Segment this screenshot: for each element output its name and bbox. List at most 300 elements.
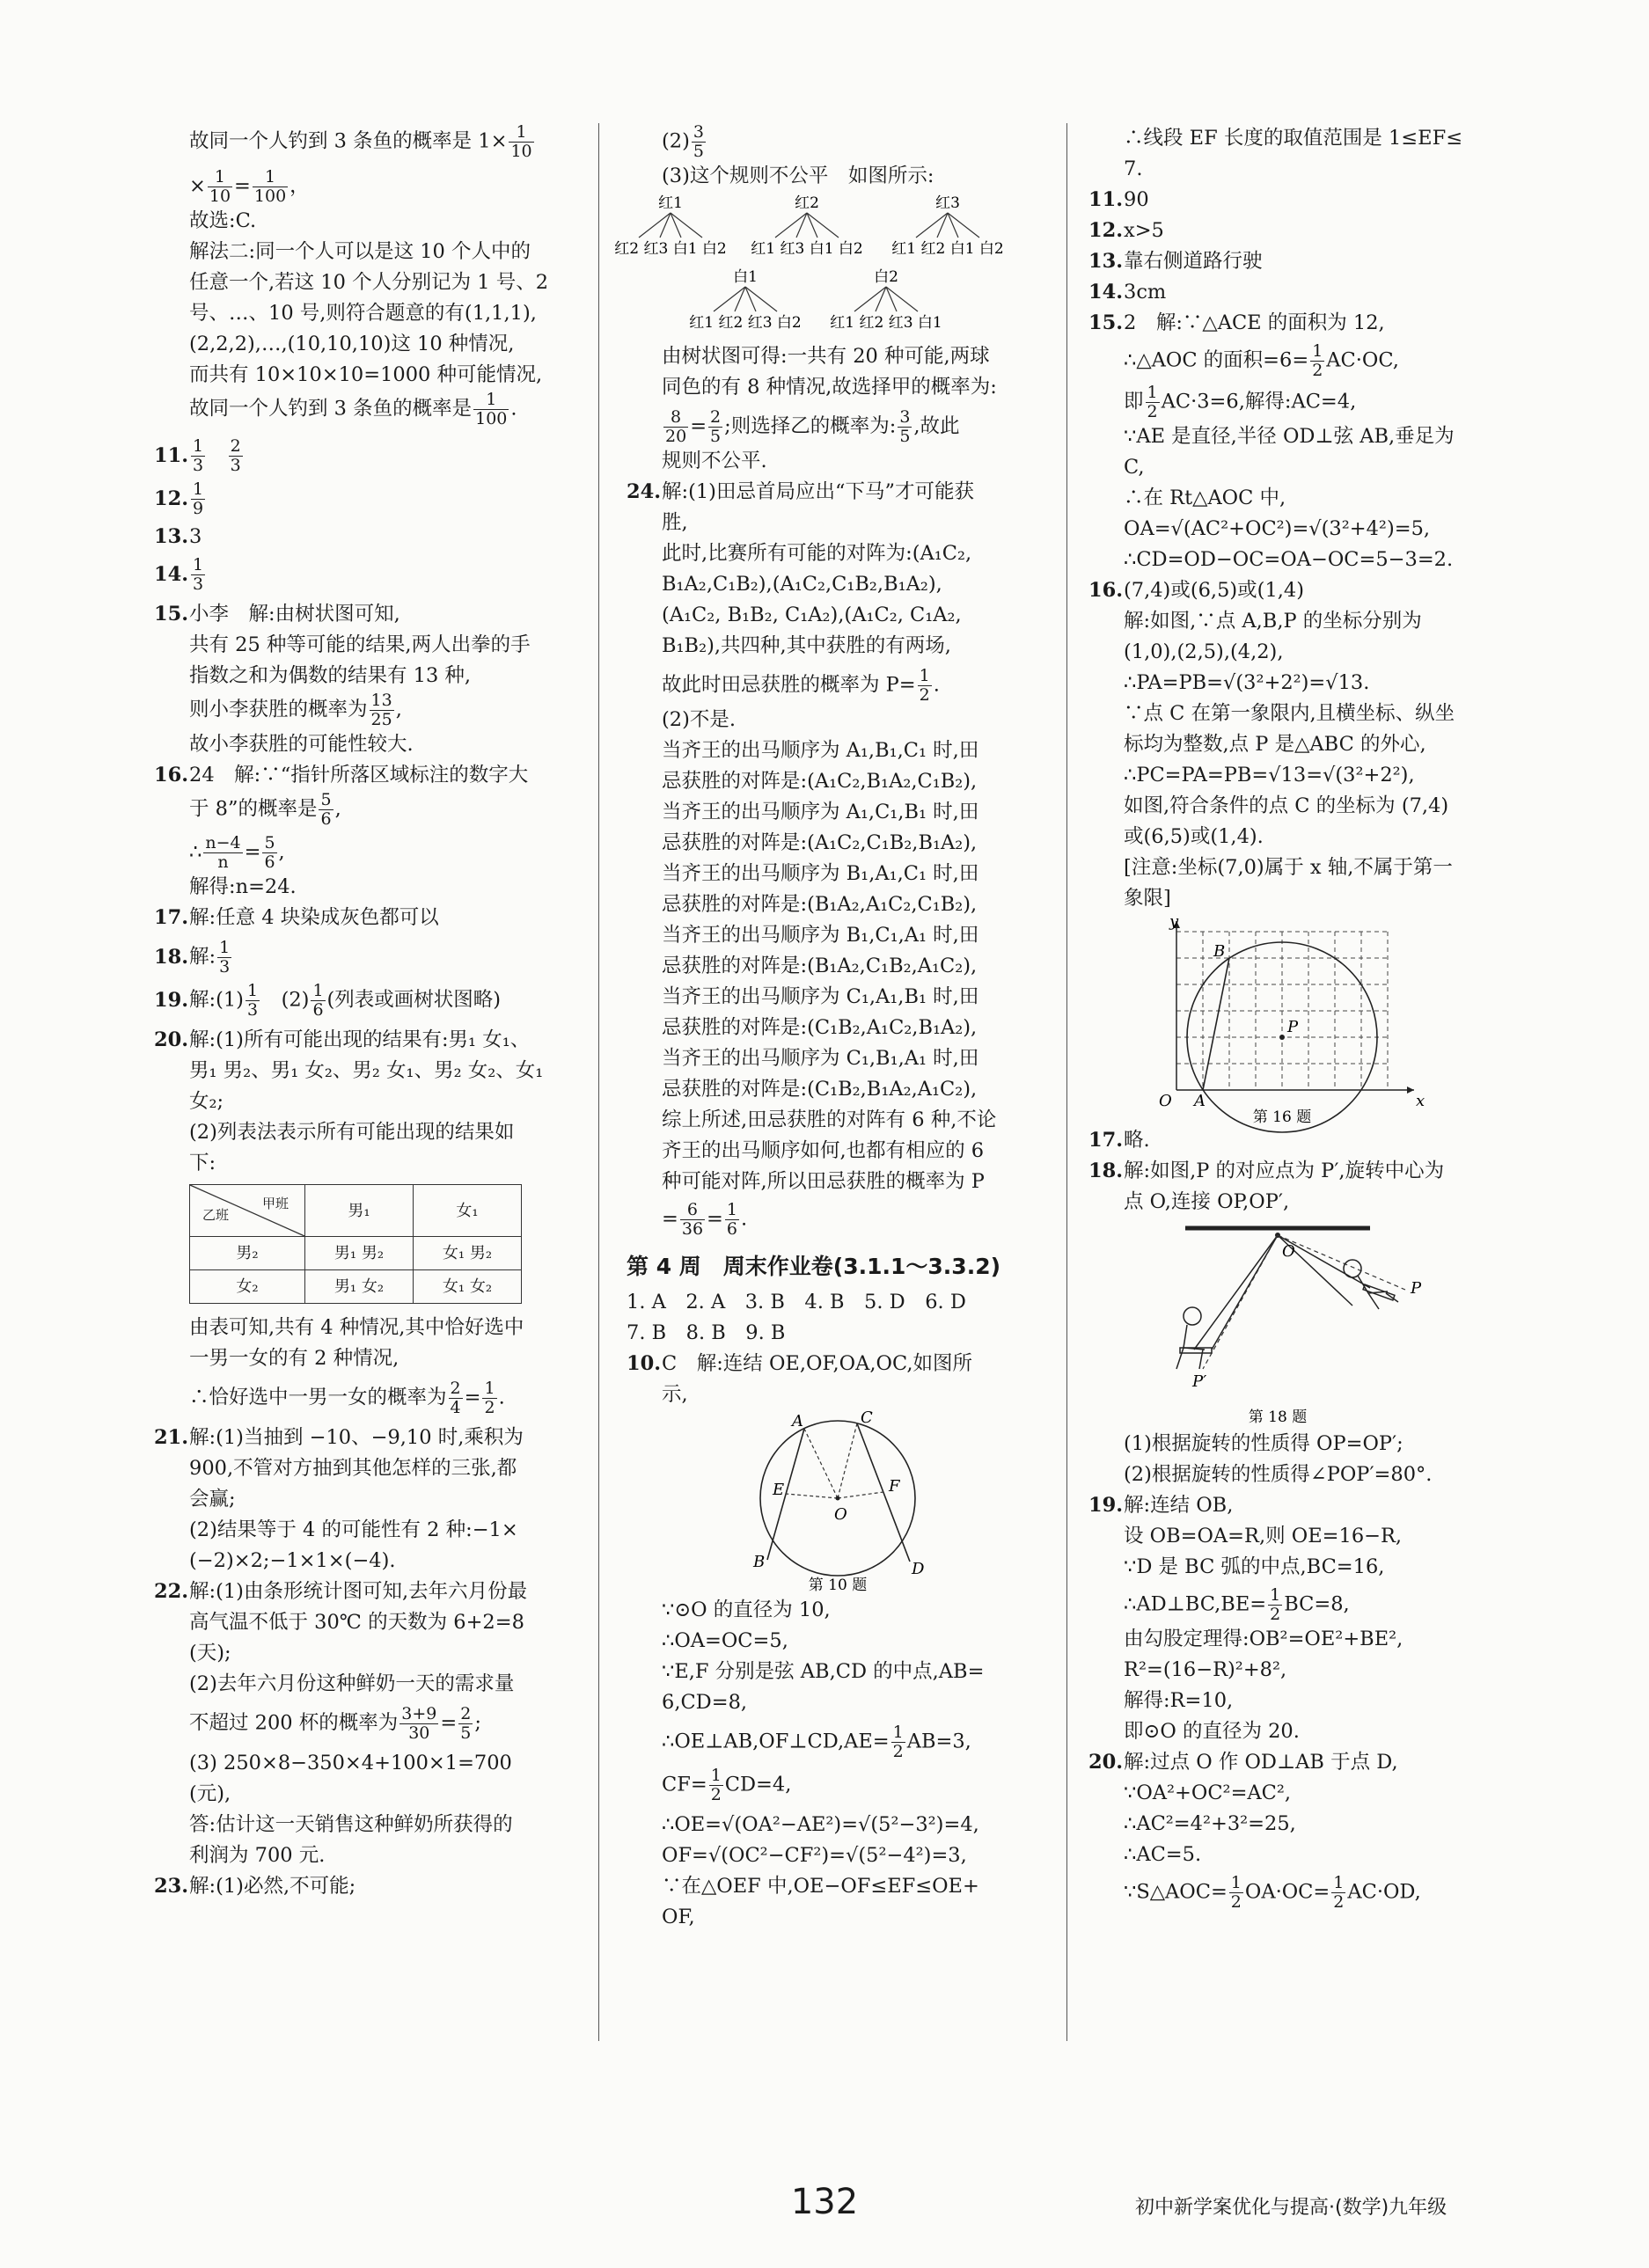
answer-11 — [154, 437, 585, 475]
table-cell: 男₁ 男₂ — [305, 1237, 414, 1270]
text: ∵S△AOC= — [1124, 1880, 1228, 1904]
denominator: 30 — [408, 1723, 430, 1743]
question-number: 22. — [154, 1580, 189, 1603]
figure-18 — [1088, 1218, 1502, 1429]
text: = — [662, 1207, 678, 1231]
fraction — [1268, 1586, 1282, 1624]
text-line — [1088, 1874, 1502, 1912]
table-cell: 女₂ — [190, 1270, 305, 1304]
denominator: 2 — [1147, 402, 1158, 421]
text-line: 故选:C. — [189, 209, 257, 232]
choice-answers: 7. B 8. B 9. B — [627, 1321, 786, 1344]
numerator: 1 — [473, 391, 509, 410]
rope-left-2 — [1194, 1235, 1278, 1350]
numerator: 1 — [1270, 1585, 1281, 1605]
numerator: 1 — [726, 1200, 737, 1219]
denominator: 100 — [475, 409, 508, 428]
denominator: 3 — [193, 574, 204, 594]
axis-label-x: x — [1416, 1092, 1425, 1110]
denominator: 25 — [370, 710, 392, 729]
text-line: 7. — [1124, 157, 1143, 180]
text-line: ∴线段 EF 长度的取值范围是 1≤EF≤ — [1124, 127, 1463, 150]
answer-23 — [154, 1871, 585, 1902]
denominator: 4 — [450, 1398, 461, 1417]
question-number: 10. — [627, 1352, 662, 1375]
text-line — [154, 168, 585, 206]
segment-oe — [786, 1494, 838, 1498]
text-line: 故小李获胜的可能性较大. — [189, 733, 414, 756]
text: 故同一个人钓到 3 条鱼的概率是 1× — [189, 129, 508, 153]
text-line: (A₁C₂, B₁B₂, C₁A₂),(A₁C₂, C₁A₂, — [662, 604, 962, 626]
text: ;则选择乙的概率为: — [724, 414, 897, 438]
denominator: 10 — [510, 142, 532, 161]
text: 即 — [1124, 390, 1144, 413]
section-title: 第 4 周 周末作业卷(3.1.1～3.3.2) — [627, 1254, 1001, 1279]
tree-leaves: 红1 红2 红3 白1 — [830, 314, 942, 332]
denominator: n — [217, 852, 229, 872]
text-line: 当齐王的出马顺序为 A₁,C₁,B₁ 时,田 — [662, 801, 979, 823]
fraction — [891, 1723, 905, 1761]
label-p: P — [1287, 1018, 1299, 1036]
text: 解:任意 4 块染成灰色都可以 — [189, 906, 439, 929]
label-o: O — [834, 1505, 847, 1524]
numerator: n−4 — [205, 833, 241, 852]
fraction — [898, 408, 912, 446]
text: = — [234, 174, 251, 198]
numerator: 3 — [693, 122, 704, 142]
text-line: ∵E,F 分别是弦 AB,CD 的中点,AB= — [662, 1660, 985, 1683]
question-number: 19. — [154, 988, 189, 1012]
denominator: 6 — [726, 1219, 737, 1239]
numerator: 1 — [208, 168, 232, 187]
numerator: 1 — [1230, 1873, 1242, 1892]
fraction — [473, 391, 509, 428]
table-cell: 女₁ 女₂ — [414, 1270, 522, 1304]
answer-16 — [154, 760, 585, 791]
question-number: 15. — [154, 603, 189, 626]
answer-18 — [154, 939, 585, 977]
numerator: 2 — [710, 407, 722, 427]
child-head — [1184, 1307, 1201, 1325]
text: 小李 解:由树状图可知, — [189, 603, 400, 626]
text-line — [1088, 384, 1502, 421]
figure-16 — [1088, 914, 1502, 1125]
segment-op — [1278, 1235, 1405, 1290]
text-line: (2)结果等于 4 的可能性有 2 种:−1× — [189, 1518, 518, 1541]
answer-12 — [1088, 216, 1502, 246]
text-line: ∵点 C 在第一象限内,且横坐标、纵坐 — [1124, 702, 1455, 725]
text: 3cm — [1124, 281, 1167, 304]
text: 解:连结 OB, — [1124, 1494, 1234, 1517]
fraction — [208, 168, 232, 206]
text-line: ∵AE 是直径,半径 OD⊥弦 AB,垂足为 — [1124, 425, 1455, 448]
text-line: 由树状图可得:一共有 20 种可能,两球 — [662, 345, 990, 368]
segment-oa — [804, 1429, 838, 1498]
denominator: 20 — [665, 427, 687, 446]
fraction — [663, 408, 688, 446]
question-number: 12. — [1088, 219, 1124, 242]
tree-node: 白1 — [733, 268, 758, 286]
numerator: 3+9 — [401, 1704, 437, 1723]
fraction — [1331, 1874, 1345, 1912]
text-line: 号、…、10 号,则符合题意的有(1,1,1), — [189, 302, 537, 325]
numerator: 5 — [320, 790, 332, 809]
fraction — [370, 691, 394, 729]
text: 解: — [189, 945, 216, 969]
tree-node: 红1 — [658, 194, 683, 212]
text-line: 即⊙O 的直径为 20. — [1124, 1720, 1300, 1743]
denominator: 5 — [899, 427, 911, 446]
answer-24 — [627, 477, 1056, 508]
label-e: E — [773, 1481, 785, 1499]
tree-node: 白2 — [874, 268, 898, 286]
text: (列表或画树状图略) — [326, 988, 502, 1012]
denominator: 2 — [1230, 1892, 1242, 1912]
question-number: 17. — [1088, 1129, 1124, 1152]
text: 解:如图,P 的对应点为 P′,旋转中心为 — [1124, 1160, 1445, 1182]
text: 于 8”的概率是 — [189, 797, 318, 821]
denominator: 36 — [681, 1219, 704, 1239]
fraction — [708, 408, 722, 446]
text-line: ∵⊙O 的直径为 10, — [662, 1599, 831, 1621]
text-line: ∴在 Rt△AOC 中, — [1124, 487, 1286, 509]
text: 解:(1)田忌首局应出“下马”才可能获 — [662, 480, 974, 503]
child-body — [1176, 1325, 1205, 1369]
question-number: 16. — [1088, 579, 1124, 602]
text-line: 标均为整数,点 P 是△ABC 的外心, — [1124, 733, 1426, 756]
label-b: B — [753, 1553, 766, 1571]
denominator: 6 — [312, 1000, 324, 1020]
text: 解:(1)必然,不可能; — [189, 1875, 356, 1898]
tree-leaves: 红1 红3 白1 白2 — [751, 240, 863, 258]
question-number: 18. — [1088, 1160, 1124, 1182]
text: AC·3=6,解得:AC=4, — [1161, 390, 1357, 413]
text-line: 忌获胜的对阵是:(B₁A₂,C₁B₂,A₁C₂), — [662, 955, 978, 977]
text: 解:(1)所有可能出现的结果有:男₁ 女₁、 — [189, 1028, 531, 1051]
text: . — [510, 397, 517, 421]
question-number: 23. — [154, 1875, 189, 1898]
numerator: 2 — [230, 436, 241, 456]
fraction — [449, 1379, 463, 1417]
fraction — [399, 1705, 438, 1743]
denominator: 2 — [892, 1742, 904, 1761]
tree-branches — [639, 213, 979, 311]
answer-17 — [1088, 1125, 1502, 1156]
text-line: 忌获胜的对阵是:(A₁C₂,B₁A₂,C₁B₂), — [662, 770, 978, 793]
answer-12 — [154, 480, 585, 518]
label-o: O — [1282, 1242, 1295, 1261]
text-line: 当齐王的出马顺序为 A₁,B₁,C₁ 时,田 — [662, 739, 979, 762]
numerator: 1 — [219, 938, 231, 957]
text-line: 下: — [189, 1152, 216, 1174]
numerator: 2 — [450, 1379, 461, 1398]
text-line — [154, 123, 585, 161]
text-line: ∵D 是 BC 弧的中点,BC=16, — [1124, 1555, 1385, 1578]
column-divider — [598, 123, 599, 2041]
text-line: 男₁ 男₂、男₁ 女₂、男₂ 女₁、男₂ 女₂、女₁ — [189, 1059, 544, 1082]
text-line: (1)根据旋转的性质得 OP=OP′; — [1124, 1432, 1403, 1455]
text-line: (2,2,2),…,(10,10,10)这 10 种情况, — [189, 333, 515, 355]
text: 2 解:∵△ACE 的面积为 12, — [1124, 311, 1385, 334]
tree-node: 红3 — [935, 194, 960, 212]
text-line: 高气温不低于 30℃ 的天数为 6+2=8 — [189, 1611, 524, 1634]
tree-diagram — [614, 192, 1056, 341]
fraction — [319, 791, 333, 829]
text: ， — [289, 174, 310, 198]
text: BC=8, — [1284, 1592, 1350, 1616]
text-line: ∴ $\frac{n-4}{n}$ = $\frac{5}{6}$ , — [189, 833, 285, 872]
fraction — [509, 123, 533, 161]
text: ∴△AOC 的面积=6= — [1124, 348, 1309, 372]
denominator: 5 — [710, 427, 722, 446]
text-line: 一男一女的有 2 种情况, — [189, 1347, 399, 1370]
text: AB=3, — [906, 1730, 971, 1753]
text-line: 如图,符合条件的点 C 的坐标为 (7,4) — [1124, 794, 1449, 817]
text-line: ∵在△OEF 中,OE−OF≤EF≤OE+ — [662, 1875, 979, 1898]
text: 3 — [189, 525, 202, 548]
table-cell: 女₁ 男₂ — [414, 1237, 522, 1270]
book-title: 初中新学案优化与提高·(数学)九年级 — [1135, 2197, 1447, 2219]
denominator: 2 — [1270, 1605, 1281, 1624]
text-line: ∴PC=PA=PB=√13=√(3²+2²), — [1124, 764, 1415, 786]
table-cell: 男₂ — [190, 1237, 305, 1270]
fraction — [725, 1201, 739, 1239]
text: (7,4)或(6,5)或(1,4) — [1124, 579, 1305, 602]
tree-node: 红2 — [795, 194, 819, 212]
text-line: 则小李获胜的概率为 $\frac{13}{25}$ , — [189, 691, 402, 729]
text: 则小李获胜的概率为 — [189, 698, 368, 721]
text-line: 解得:n=24. — [189, 875, 297, 898]
numerator: 6 — [680, 1201, 705, 1220]
fraction — [203, 834, 242, 872]
text-line: B₁B₂),共四种,其中获胜的有两场, — [662, 634, 951, 657]
text: ∴ — [189, 840, 202, 864]
fraction — [191, 437, 205, 475]
fraction — [1229, 1874, 1243, 1912]
text-line — [627, 1723, 1056, 1761]
center-point — [836, 1496, 840, 1501]
answer-13 — [1088, 246, 1502, 277]
text: 解:(1) — [189, 988, 244, 1012]
text: 90 — [1124, 188, 1149, 211]
text-line: 女₂; — [189, 1090, 224, 1113]
segment-of — [838, 1492, 883, 1498]
answer-11 — [1088, 185, 1502, 216]
numerator: 1 — [193, 479, 204, 499]
denominator: 100 — [253, 187, 287, 206]
answer-22 — [154, 1577, 585, 1607]
header-bottom: 乙班 — [202, 1207, 230, 1223]
question-number: 16. — [154, 764, 189, 786]
text-line: 由勾股定理得:OB²=OE²+BE², — [1124, 1628, 1403, 1650]
fraction — [262, 834, 276, 872]
question-number: 12. — [154, 487, 189, 510]
fraction — [692, 123, 706, 161]
text-line: B₁A₂,C₁B₂),(A₁C₂,C₁B₂,B₁A₂), — [662, 573, 942, 596]
numerator: 1 — [484, 1379, 495, 1398]
text-line: (2)根据旋转的性质得∠POP′=80°. — [1124, 1463, 1433, 1486]
text: 故同一个人钓到 3 条鱼的概率是 — [189, 397, 473, 421]
text-line: 6,CD=8, — [662, 1691, 748, 1714]
fraction — [246, 982, 260, 1020]
numerator: 3 — [899, 407, 911, 427]
answer-20 — [154, 1025, 585, 1056]
child-body — [1358, 1276, 1398, 1309]
numerator: 1 — [1147, 383, 1158, 402]
text-line: (2)不是. — [662, 708, 737, 731]
fraction — [253, 168, 288, 206]
text: = — [244, 840, 261, 864]
segment-ab — [1203, 958, 1229, 1090]
text-line: 当齐王的出马顺序为 C₁,B₁,A₁ 时,田 — [662, 1047, 979, 1070]
numerator: 1 — [1333, 1873, 1345, 1892]
fraction — [482, 1379, 496, 1417]
fraction — [709, 1767, 723, 1804]
figure-10 — [627, 1410, 1056, 1595]
text-line: (元), — [189, 1782, 231, 1805]
text-line: 900,不管对方抽到其他怎样的三张,都 — [189, 1457, 517, 1480]
question-number: 11. — [154, 443, 189, 467]
text-line: 解得:R=10, — [1124, 1689, 1234, 1712]
text-line — [627, 123, 1056, 161]
text-line: 象限] — [1124, 887, 1171, 910]
answer-14 — [1088, 277, 1502, 308]
numerator: 1 — [509, 123, 533, 143]
text-line: 此时,比赛所有可能的对阵为:(A₁C₂, — [662, 542, 972, 565]
text: (2) — [662, 129, 690, 153]
label-b: B — [1213, 942, 1226, 961]
answer-19 — [1088, 1490, 1502, 1521]
text-line: (天); — [189, 1642, 231, 1664]
denominator: 3 — [246, 1000, 259, 1020]
text-line: ∵OA²+OC²=AC², — [1124, 1781, 1292, 1804]
question-number: 18. — [154, 945, 189, 969]
text-line: 当齐王的出马顺序为 B₁,A₁,C₁ 时,田 — [662, 862, 979, 885]
text-line: ∴OE=√(OA²−AE²)=√(5²−3²)=4, — [662, 1813, 979, 1836]
text-line: OA=√(AC²+OC²)=√(3²+4²)=5, — [1124, 517, 1431, 540]
column-middle — [614, 122, 1056, 1933]
text: 略. — [1124, 1129, 1150, 1152]
denominator: 2 — [1333, 1892, 1345, 1912]
text-line: (3) 250×8−350×4+100×1=700 — [189, 1752, 512, 1774]
denominator: 3 — [193, 456, 204, 475]
text-line: 胜, — [662, 511, 688, 534]
text-line: 设 OB=OA=R,则 OE=16−R, — [1124, 1525, 1403, 1547]
text-line: 综上所述,田忌获胜的对阵有 6 种,不论 — [662, 1108, 997, 1131]
text-line: 会赢; — [189, 1488, 236, 1511]
text-line: 而共有 10×10×10=1000 种可能情况, — [189, 363, 543, 386]
text-line — [154, 391, 585, 428]
numerator: 1 — [919, 666, 930, 685]
text: (2) — [281, 988, 310, 1012]
answer-19 — [154, 982, 585, 1020]
text-line: 示, — [662, 1383, 688, 1406]
fraction — [1146, 384, 1160, 421]
text-line: 不超过 200 杯的概率为 $\frac{3+9}{30}$ = $\frac{2}{5}$ ; — [189, 1704, 481, 1743]
text-line: OF, — [662, 1906, 695, 1928]
header-top: 甲班 — [261, 1196, 289, 1211]
denominator: 10 — [209, 187, 231, 206]
table-corner-cell — [190, 1185, 305, 1237]
denominator: 5 — [460, 1723, 472, 1743]
fraction — [680, 1201, 705, 1239]
label-p: P — [1411, 1279, 1422, 1298]
child-head — [1344, 1260, 1361, 1277]
table-row — [190, 1270, 522, 1304]
text-line: 同色的有 8 种情况,故选择甲的概率为: — [662, 376, 997, 399]
text-line: 解:如图,∵点 A,B,P 的坐标分别为 — [1124, 610, 1422, 633]
denominator: 2 — [1312, 361, 1323, 380]
numerator: 8 — [663, 408, 688, 428]
text: ∴恰好选中一男一女的概率为 — [189, 1386, 447, 1409]
text-line: 故此时田忌获胜的概率为 P= $\frac{1}{2}$ . — [662, 666, 940, 705]
text-line: (2)去年六月份这种鲜奶一天的需求量 — [189, 1672, 515, 1695]
text-line: 指数之和为偶数的结果有 13 种, — [189, 664, 472, 687]
text: CD=4, — [724, 1773, 792, 1796]
axis-label-y: y — [1169, 912, 1179, 931]
answer-10 — [627, 1349, 1056, 1379]
text-line: [注意:坐标(7,0)属于 x 轴,不属于第一 — [1124, 856, 1453, 879]
answer-14 — [154, 556, 585, 594]
numerator: 5 — [264, 833, 275, 852]
denominator: 9 — [193, 499, 204, 518]
text-line: 当齐王的出马顺序为 C₁,A₁,B₁ 时,田 — [662, 985, 979, 1008]
question-number: 24. — [627, 480, 662, 503]
denominator: 6 — [264, 852, 275, 872]
text-line — [1088, 1586, 1502, 1624]
label-p-prime: P′ — [1192, 1372, 1207, 1391]
table-cell: 男₁ 女₂ — [305, 1270, 414, 1304]
label-f: F — [889, 1477, 900, 1496]
text-line: ∴PA=PB=√(3²+2²)=√13. — [1124, 671, 1370, 694]
text: OA·OC= — [1244, 1880, 1330, 1904]
denominator: 5 — [693, 142, 704, 161]
origin-label: O — [1159, 1092, 1172, 1110]
point-p — [1279, 1035, 1285, 1040]
table-header-cell: 女₁ — [414, 1185, 522, 1237]
denominator: 2 — [484, 1398, 495, 1417]
answer-20 — [1088, 1747, 1502, 1778]
text: ∴OE⊥AB,OF⊥CD,AE= — [662, 1730, 890, 1753]
question-number: 15. — [1088, 311, 1124, 334]
numerator: 1 — [193, 555, 204, 574]
answer-15 — [154, 599, 585, 630]
text-line: 解法二:同一个人可以是这 10 个人中的 — [189, 240, 531, 263]
question-number: 13. — [154, 525, 189, 548]
text-line: 忌获胜的对阵是:(C₁B₂,A₁C₂,B₁A₂), — [662, 1016, 978, 1039]
fraction — [191, 480, 205, 518]
text: × — [189, 174, 206, 198]
fraction — [217, 939, 231, 977]
table-header-cell: 男₁ — [305, 1185, 414, 1237]
text: C 解:连结 OE,OF,OA,OC,如图所 — [662, 1352, 973, 1375]
text: ,故此 — [913, 414, 960, 438]
text-line: 种可能对阵,所以田忌获胜的概率为 P — [662, 1170, 985, 1193]
numerator: 1 — [193, 436, 204, 456]
text: ∴AD⊥BC,BE= — [1124, 1592, 1267, 1616]
text-line: (3)这个规则不公平 如图所示: — [662, 165, 934, 187]
figure-caption: 第 18 题 — [1248, 1408, 1308, 1426]
text: 靠右侧道路行驶 — [1124, 250, 1263, 273]
text-line: 由表可知,共有 4 种情况,其中恰好选中 — [189, 1316, 524, 1339]
text-line: ∴CD=OD−OC=OA−OC=5−3=2. — [1124, 548, 1454, 571]
table-row — [190, 1237, 522, 1270]
answer-21 — [154, 1423, 585, 1453]
text: 解:(1)由条形统计图可知,去年六月份最 — [189, 1580, 528, 1603]
answer-16 — [1088, 575, 1502, 606]
segment-oc — [838, 1423, 857, 1498]
column-left — [154, 123, 585, 1902]
